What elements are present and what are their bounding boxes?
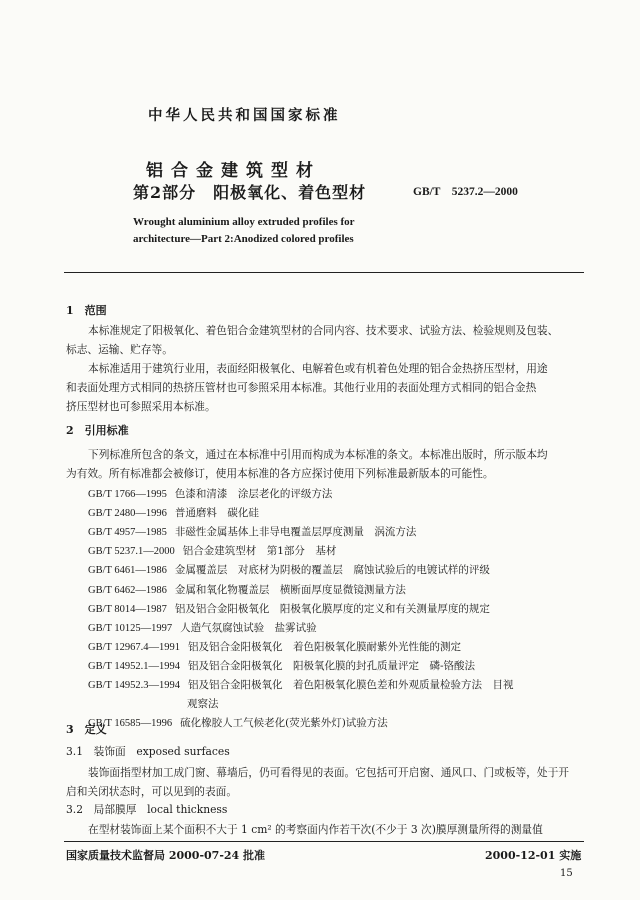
- reference-title: 金属覆盖层 对底材为阴极的覆盖层 腐蚀试验后的电镀试样的评级: [174, 564, 490, 577]
- definition-3-1-line1: 装饰面指型材加工成门窗、幕墙后，仍可看得见的表面。它包括可开启窗、通风口、门或板等，处于开: [88, 766, 569, 779]
- english-title-line1: Wrought aluminium alloy extruded profiles for: [133, 216, 355, 228]
- section-2-intro-line1: 下列标准所包含的条文，通过在本标准中引用而构成为本标准的条文。本标准出版时，所示版本均: [88, 448, 548, 461]
- reference-code: GB/T 14952.3—1994: [88, 680, 180, 691]
- reference-item: [88, 523, 416, 542]
- reference-title: 铝及铝合金阳极氧化 着色阳极氧化膜色差和外观质量检验方法 目视: [187, 679, 514, 691]
- reference-item: [88, 542, 336, 561]
- reference-title: 普通磨料 碳化硅: [174, 507, 259, 520]
- reference-title: 金属和氧化物覆盖层 横断面厚度显微镜测量方法: [174, 583, 406, 596]
- reference-code: GB/T 8014—1987: [88, 603, 167, 615]
- section-1-para2-line1: 本标准适用于建筑行业用，表面经阳极氧化、电解着色或有机着色处理的铝合金热挤压型材，用途: [88, 362, 548, 375]
- reference-title: 色漆和清漆 涂层老化的评级方法: [174, 488, 333, 500]
- section-3-heading: 3 定义: [66, 723, 107, 736]
- reference-title: 非磁性金属基体上非导电覆盖层厚度测量 涡流方法: [174, 526, 417, 539]
- section-1-para1-line1: 本标准规定了阳极氧化、着色铝合金建筑型材的合同内容、技术要求、试验方法、检验规则及包装、: [88, 324, 559, 337]
- reference-code: GB/T 2480—1996: [88, 508, 167, 520]
- reference-item: [88, 504, 259, 523]
- definition-3-2-heading: 3.2 局部膜厚 local thickness: [66, 803, 228, 816]
- section-2-intro-line2: 为有效。所有标准都会被修订，使用本标准的各方应探讨使用下列标准最新版本的可能性。: [66, 467, 494, 480]
- english-title-line2: architecture—Part 2:Anodized colored profiles: [133, 233, 354, 245]
- document-title-line1: 铝合金建筑型材: [146, 161, 321, 181]
- reference-code: GB/T 6461—1986: [88, 565, 167, 577]
- implementation-date: 2000-12-01 实施: [485, 849, 582, 862]
- section-2-heading: 2 引用标准: [66, 424, 129, 437]
- reference-item: [88, 581, 406, 600]
- section-1-para1-line2: 标志、运输、贮存等。: [66, 343, 173, 356]
- reference-code: GB/T 4957—1985: [88, 527, 167, 539]
- reference-item: [88, 714, 388, 733]
- national-standard-title: 中华人民共和国国家标准: [148, 107, 341, 124]
- reference-title: 观察法: [187, 698, 219, 711]
- reference-title: 铝及铝合金阳极氧化 着色阳极氧化膜耐紫外光性能的测定: [187, 640, 461, 653]
- reference-code: GB/T 16585—1996: [88, 718, 173, 730]
- definition-3-1-heading: 3.1 装饰面 exposed surfaces: [66, 745, 230, 758]
- section-1-para2-line2: 和表面处理方式相同的热挤压管材也可参照采用本标准。其他行业用的表面处理方式相同的铝合金热: [66, 381, 537, 394]
- approval-date: 国家质量技术监督局 2000-07-24 批准: [66, 849, 266, 862]
- reference-item: [88, 676, 513, 695]
- reference-item: [88, 657, 475, 676]
- page-number: 15: [560, 868, 573, 879]
- reference-code: GB/T 10125—1997: [88, 622, 173, 634]
- reference-item: [88, 485, 332, 504]
- document-title-line2: 第2部分 阳极氧化、着色型材: [133, 183, 367, 202]
- definition-3-2-line1: 在型材装饰面上某个面积不大于 1 cm² 的考察面内作若干次(不少于 3 次)膜厚测量所得的测量值: [88, 823, 543, 836]
- header-rule: [64, 272, 584, 273]
- footer-rule: [64, 841, 584, 842]
- reference-title: 铝及铝合金阳极氧化 阳极氧化膜厚度的定义和有关测量厚度的规定: [174, 602, 490, 615]
- reference-code: GB/T 12967.4—1991: [88, 641, 180, 653]
- reference-code: GB/T 5237.1—2000: [88, 546, 175, 558]
- standard-code: GB/T 5237.2—2000: [413, 186, 518, 198]
- reference-item: [88, 600, 490, 619]
- reference-item: [88, 561, 490, 580]
- reference-title: 铝及铝合金阳极氧化 阳极氧化膜的封孔质量评定 磷-铬酸法: [187, 659, 476, 672]
- reference-item: [88, 619, 317, 638]
- section-1-heading: 1 范围: [66, 304, 107, 317]
- reference-title: 硫化橡胶人工气候老化(荧光紫外灯)试验方法: [180, 717, 388, 730]
- reference-code: GB/T 14952.1—1994: [88, 660, 180, 672]
- reference-code: GB/T 1766—1995: [88, 489, 167, 500]
- definition-3-1-line2: 启和关闭状态时，可以见到的表面。: [66, 785, 238, 798]
- reference-title: 人造气氛腐蚀试验 盐雾试验: [180, 621, 317, 634]
- reference-item: [88, 638, 461, 657]
- section-1-para2-line3: 挤压型材也可参照采用本标准。: [66, 400, 216, 413]
- reference-title: 铝合金建筑型材 第1部分 基材: [182, 545, 337, 558]
- reference-code: GB/T 6462—1986: [88, 584, 167, 596]
- reference-item: [187, 695, 219, 714]
